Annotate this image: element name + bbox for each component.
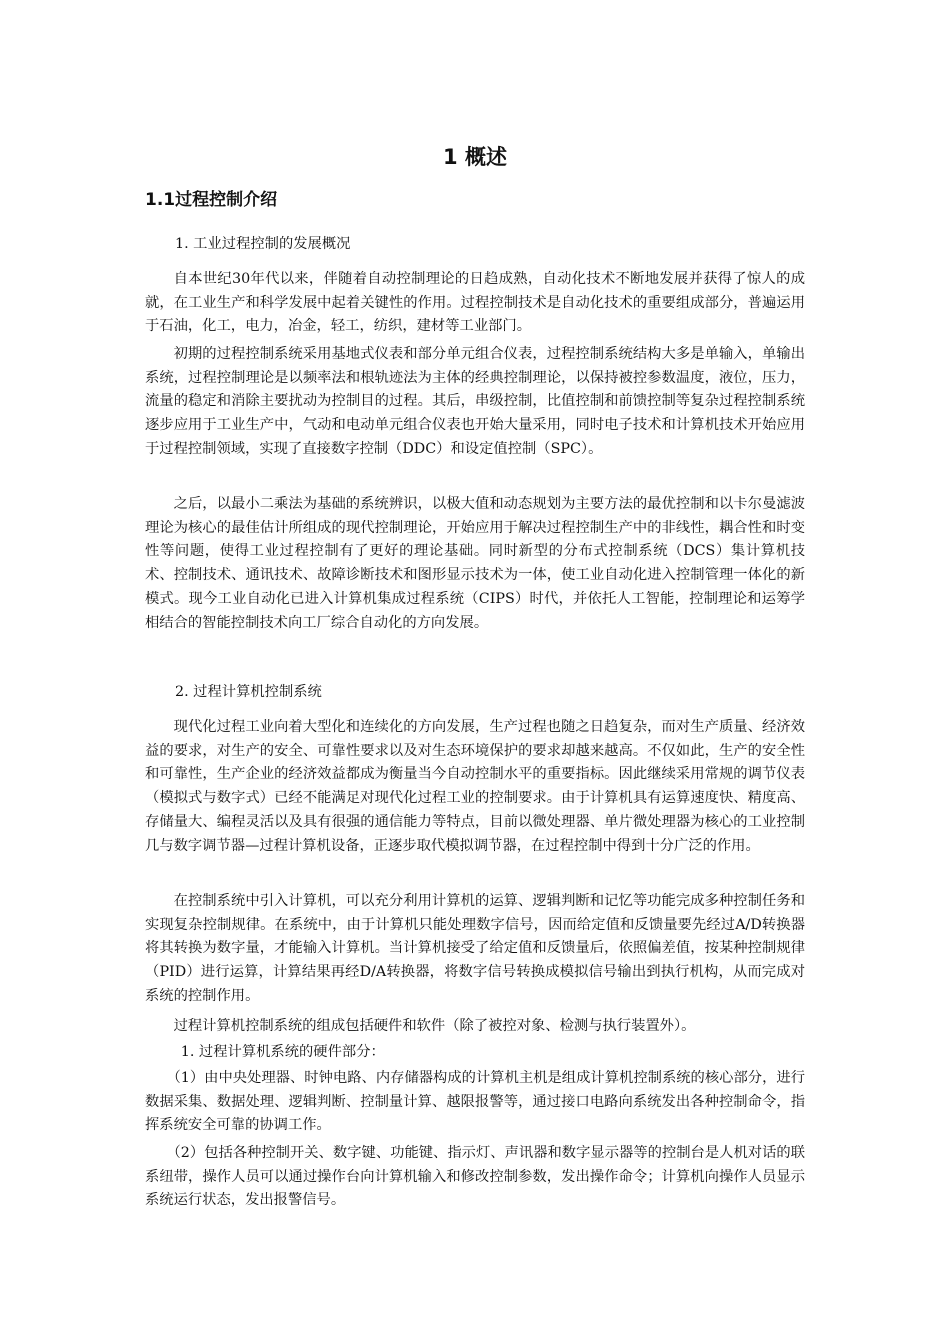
part2-paragraph-1: 现代化过程工业向着大型化和连续化的方向发展，生产过程也随之日趋复杂，而对生产质量、经济效益的要求，对生产的安全、可靠性要求以及对生态环境保护的要求却越来越高。不仅如此，生产的安全性和可靠性，生产企业的经济效益都成为衡量当今自动控制水平的重要指标。因此继续采用常规的调节仪表（模拟式与数字式）已经不能满足对现代化过程工业的控制要求。由于计算机具有运算速度快、精度高、存储量大、编程灵活以及具有很强的通信能力等特点，目前以微处理器、单片微处理器为核心的工业控制几与数字调节器—过程计算机设备，正逐步取代模拟调节器，在过程控制中得到十分广泛的作用。 — [145, 719, 805, 854]
section-heading: 1.1过程控制介绍 — [145, 190, 278, 210]
hardware-heading: 1. 过程计算机系统的硬件部分： — [180, 1044, 385, 1060]
chapter-title: 1 概述 — [443, 145, 507, 169]
part2-paragraph-3: 过程计算机控制系统的组成包括硬件和软件（除了被控对象、检测与执行装置外）。 — [173, 1018, 696, 1034]
part1-paragraph-2: 初期的过程控制系统采用基地式仪表和部分单元组合仪表，过程控制系统结构大多是单输入，单输出系统，过程控制理论是以频率法和根轨迹法为主体的经典控制理论，以保持被控参数温度，液位，压力，流量的稳定和消除主要扰动为控制目的过程。其后，串级控制，比值控制和前馈控制等复杂过程控制系统逐步应用于工业生产中，气动和电动单元组合仪表也开始大量采用，同时电子技术和计算机技术开始应用于过程控制领域，实现了直接数字控制（DDC）和设定值控制（SPC）。 — [145, 346, 805, 457]
part1-paragraph-3: 之后，以最小二乘法为基础的系统辨识，以极大值和动态规划为主要方法的最优控制和以卡尔曼滤波理论为核心的最佳估计所组成的现代控制理论，开始应用于解决过程控制生产中的非线性，耦合性和时变性等问题，使得工业过程控制有了更好的理论基础。同时新型的分布式控制系统（DCS）集计算机技术、控制技术、通讯技术、故障诊断技术和图形显示技术为一体，使工业自动化进入控制管理一体化的新模式。现今工业自动化已进入计算机集成过程系统（CIPS）时代，并依托人工智能，控制理论和运筹学相结合的智能控制技术向工厂综合自动化的方向发展。 — [145, 496, 805, 631]
part1-paragraph-1: 自本世纪30年代以来，伴随着自动控制理论的日趋成熟，自动化技术不断地发展并获得了惊人的成就，在工业生产和科学发展中起着关键性的作用。过程控制技术是自动化技术的重要组成部分，普遍运用于石油，化工，电力，冶金，轻工，纺织，建材等工业部门。 — [145, 271, 805, 335]
part2-heading: 2. 过程计算机控制系统 — [175, 684, 322, 700]
hardware-item-2: （2）包括各种控制开关、数字键、功能键、指示灯、声讯器和数字显示器等的控制台是人机对话的联系纽带，操作人员可以通过操作台向计算机输入和修改控制参数，发出操作命令；计算机向操作人员显示系统运行状态，发出报警信号。 — [145, 1145, 805, 1209]
part1-heading: 1. 工业过程控制的发展概况 — [175, 236, 351, 252]
part2-paragraph-2: 在控制系统中引入计算机，可以充分利用计算机的运算、逻辑判断和记忆等功能完成多种控制任务和实现复杂控制规律。在系统中，由于计算机只能处理数字信号，因而给定值和反馈量要先经过A/D转换器将其转换为数字量，才能输入计算机。当计算机接受了给定值和反馈量后，依照偏差值，按某种控制规律（PID）进行运算，计算结果再经D/A转换器，将数字信号转换成模拟信号输出到执行机构，从而完成对系统的控制作用。 — [145, 893, 805, 1004]
hardware-item-1: （1）由中央处理器、时钟电路、内存储器构成的计算机主机是组成计算机控制系统的核心部分，进行数据采集、数据处理、逻辑判断、控制量计算、越限报警等，通过接口电路向系统发出各种控制命令，指挥系统安全可靠的协调工作。 — [145, 1070, 805, 1134]
